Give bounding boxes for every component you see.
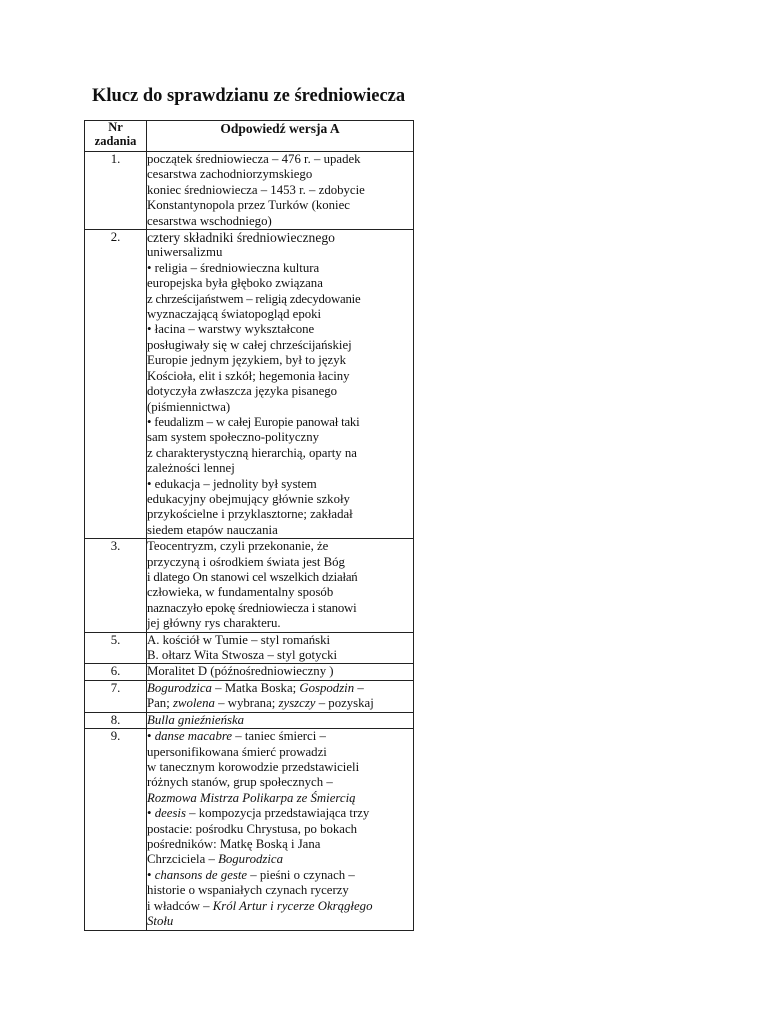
answer-text: – Matka Boska; (211, 680, 300, 695)
answer-line: przykościelne i przyklasztorne; zakładał (147, 507, 353, 522)
answer-term: danse macabre (154, 729, 233, 744)
answer-cell (147, 539, 414, 632)
table-row (85, 230, 414, 539)
answer-term: zyszczy (278, 696, 316, 711)
answer-text: – pieśni o czynach – (247, 867, 355, 882)
answer-line: sam system społeczno-polityczny (147, 430, 320, 445)
answer-line: B. ołtarz Wita Stwosza – styl gotycki (147, 648, 338, 662)
answer-line: uniwersalizmu (147, 245, 223, 260)
answer-term: Król Artur i rycerze Okrągłego (212, 898, 373, 913)
task-number: 1. (85, 152, 147, 230)
answer-line (147, 852, 413, 867)
task-number: 8. (85, 712, 147, 729)
answer-term: zwolena (172, 696, 215, 711)
bullet: • (147, 867, 155, 882)
bullet: • (147, 729, 155, 744)
answer-line (147, 806, 413, 821)
answer-line: cesarstwa wschodniego) (147, 213, 272, 228)
task-number: 7. (85, 680, 147, 712)
answer-line (147, 868, 413, 883)
answer-term: Bogurodzica (218, 852, 283, 867)
answer-cell (147, 230, 414, 539)
task-number: 6. (85, 664, 147, 681)
answer-line: posługiwały się w całej chrześcijańskiej (147, 337, 352, 352)
header-nr-line2: zadania (94, 133, 137, 148)
answer-line: naznaczyło epokę średniowiecza i stanowi (147, 600, 357, 615)
answer-line: Rozmowa Mistrza Polikarpa ze Śmiercią (147, 790, 356, 805)
table-row (85, 664, 414, 681)
answer-line: koniec średniowiecza – 1453 r. – zdobycie (147, 182, 365, 197)
answer-line: Bulla gnieźnieńska (147, 712, 245, 727)
answer-text: – kompozycja przedstawiająca trzy (185, 806, 370, 821)
answer-line: siedem etapów nauczania (147, 522, 278, 537)
page-title: Klucz do sprawdzianu ze średniowiecza (92, 86, 406, 106)
answer-line: postacie: pośrodku Chrystusa, po bokach (147, 821, 358, 836)
answer-line: człowieka, w fundamentalny sposób (147, 585, 334, 600)
answer-line: • religia – średniowieczna kultura (147, 260, 320, 275)
table-header-row (85, 121, 414, 152)
answer-line: z chrześcijaństwem – religią zdecydowanie (147, 291, 361, 306)
table-row (85, 539, 414, 632)
answer-line: z charakterystyczną hierarchią, oparty na (147, 445, 357, 460)
answer-line: Europie jednym językiem, był to język (147, 353, 347, 368)
header-nr-line1: Nr (108, 120, 123, 134)
answer-text: Pan; (147, 696, 173, 711)
answer-line: A. kościół w Tumie – styl romański (147, 632, 331, 647)
answer-cell (147, 152, 414, 230)
table-row (85, 632, 414, 664)
answer-line: w tanecznym korowodzie przedstawicieli (147, 760, 360, 775)
answer-cell (147, 632, 414, 664)
table-row (85, 152, 414, 230)
answer-line: przyczyną i ośrodkiem świata jest Bóg (147, 554, 345, 569)
answer-cell (147, 729, 414, 930)
answer-line: różnych stanów, grup społecznych – (147, 775, 333, 790)
answer-line: europejska była głęboko związana (147, 276, 323, 291)
answer-text: – wybrana; (214, 696, 279, 711)
answer-line: historie o wspaniałych czynach rycerzy (147, 883, 349, 898)
answer-line: cesarstwa zachodniorzymskiego (147, 167, 313, 182)
answer-line: i dlatego On stanowi cel wszelkich działań (147, 569, 358, 584)
answer-line: • łacina – warstwy wykształcone (147, 322, 315, 337)
answer-term: Gospodzin (299, 680, 355, 695)
answer-key-table (84, 120, 414, 931)
answer-cell (147, 664, 414, 681)
answer-text: Chrzciciela – (147, 852, 219, 867)
answer-term: deesis (154, 806, 186, 821)
task-number: 2. (85, 230, 147, 539)
answer-line: Moralitet D (późnośredniowieczny ) (147, 664, 334, 679)
answer-line (147, 899, 413, 914)
answer-line (147, 681, 413, 696)
task-number: 5. (85, 632, 147, 664)
answer-line: Teocentryzm, czyli przekonanie, że (147, 539, 329, 554)
table-row (85, 680, 414, 712)
answer-line: • feudalizm – w całej Europie panował taki (147, 414, 360, 429)
answer-line: wyznaczającą światopogląd epoki (147, 307, 322, 322)
table-row (85, 712, 414, 729)
answer-line: cztery składniki średniowiecznego (147, 230, 335, 246)
answer-line: upersonifikowana śmierć prowadzi (147, 744, 327, 759)
answer-cell (147, 680, 414, 712)
answer-line: zależności lennej (147, 461, 235, 476)
answer-line: Stołu (147, 914, 174, 929)
answer-cell (147, 712, 414, 729)
answer-text: – (354, 680, 364, 695)
answer-term: Bogurodzica (147, 680, 212, 695)
header-answer: Odpowiedź wersja A (147, 121, 414, 152)
task-number: 3. (85, 539, 147, 632)
answer-line: • edukacja – jednolity był system (147, 476, 317, 491)
answer-line: dotyczyła zwłaszcza języka pisanego (147, 384, 338, 399)
task-number: 9. (85, 729, 147, 930)
answer-line (147, 696, 413, 711)
answer-line: jej główny rys charakteru. (147, 616, 281, 631)
answer-line: Kościoła, elit i szkół; hegemonia łaciny (147, 368, 350, 383)
answer-line (147, 729, 413, 744)
table-row (85, 729, 414, 930)
answer-term: chansons de geste (154, 867, 248, 882)
answer-line: edukacyjny obejmujący głównie szkoły (147, 491, 350, 506)
answer-line: pośredników: Matkę Boską i Jana (147, 837, 321, 852)
bullet: • (147, 806, 155, 821)
answer-line: Konstantynopola przez Turków (koniec (147, 198, 350, 213)
answer-line: początek średniowiecza – 476 r. – upadek (147, 152, 361, 166)
answer-text: – pozyskaj (315, 696, 374, 711)
answer-text: – taniec śmierci – (232, 729, 326, 744)
header-task-number (85, 121, 147, 152)
answer-line: (piśmiennictwa) (147, 399, 231, 414)
answer-text: i władców – (147, 898, 213, 913)
